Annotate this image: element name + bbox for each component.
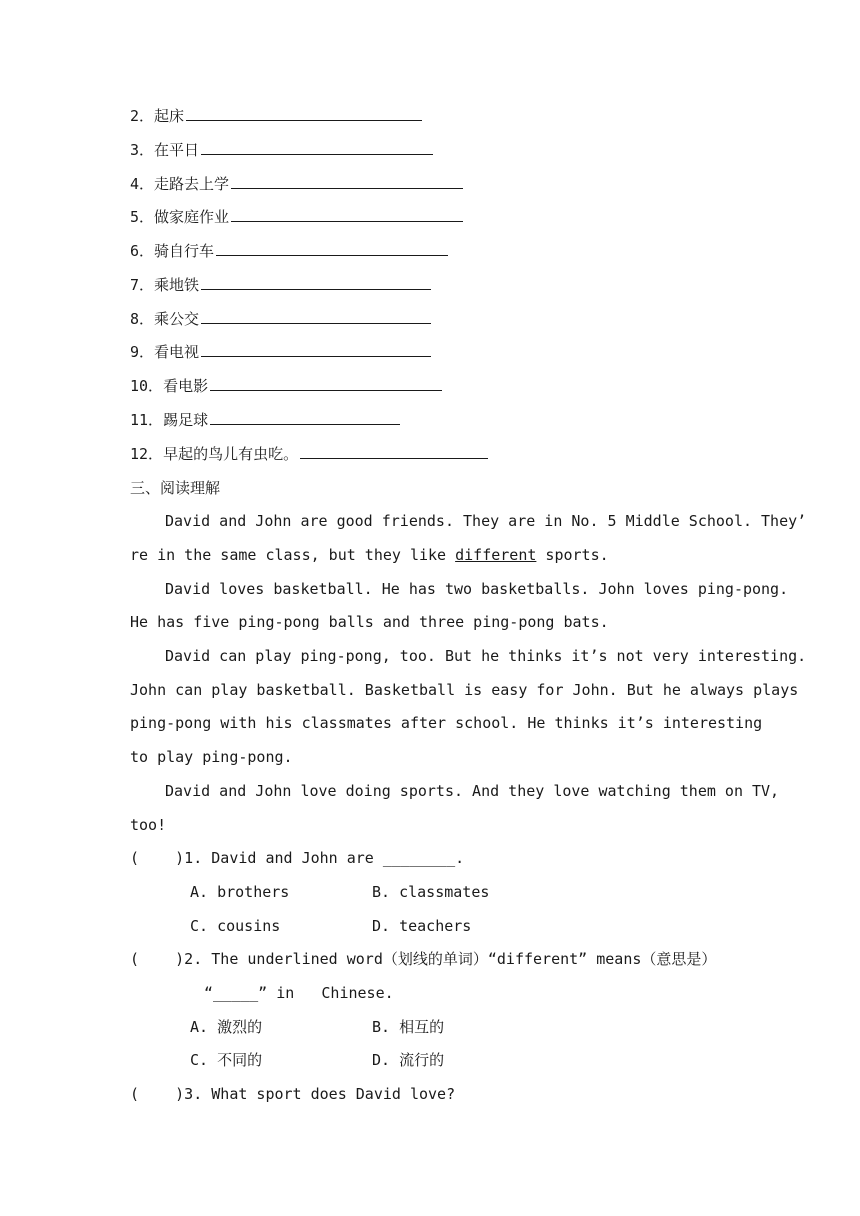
vocab-item	[130, 205, 463, 229]
vocab-text: 乘地铁	[154, 276, 200, 294]
passage-line: David loves basketball. He has two basketballs. John loves ping-pong.	[165, 580, 789, 598]
vocab-item	[130, 307, 431, 331]
question-stem: ( )3. What sport does David love?	[130, 1085, 456, 1103]
vocab-text: 走路去上学	[154, 175, 230, 193]
vocab-item	[130, 442, 488, 466]
answer-blank[interactable]	[201, 273, 431, 290]
passage-line: David and John are good friends. They are in No. 5 Middle School. They’	[165, 512, 807, 530]
underlined-word: different	[455, 546, 537, 564]
passage-line: David and John love doing sports. And they love watching them on TV,	[165, 782, 780, 800]
option-a[interactable]: A. brothers	[190, 883, 290, 901]
vocab-text: 看电视	[154, 343, 200, 361]
answer-blank[interactable]	[201, 307, 431, 324]
vocab-item	[130, 408, 400, 432]
vocab-text: 做家庭作业	[154, 208, 230, 226]
vocab-text: 看电影	[163, 377, 209, 395]
section-title: 三、阅读理解	[130, 479, 221, 497]
vocab-text: 在平日	[154, 141, 200, 159]
answer-blank[interactable]	[201, 138, 433, 155]
vocab-item	[130, 138, 433, 162]
option-a[interactable]: A. 激烈的	[190, 1018, 263, 1036]
vocab-text: 早起的鸟儿有虫吃。	[163, 445, 299, 463]
passage-text: re in the same class, but they like	[130, 546, 456, 564]
answer-blank[interactable]	[201, 340, 431, 357]
vocab-number: 4．	[130, 175, 155, 193]
vocab-text: 起床	[154, 107, 185, 125]
answer-blank[interactable]	[210, 408, 400, 425]
vocab-number: 2．	[130, 107, 155, 125]
passage-line: John can play basketball. Basketball is easy for John. But he always plays	[130, 681, 799, 699]
passage-line: David can play ping-pong, too. But he thinks it’s not very interesting.	[165, 647, 807, 665]
answer-blank[interactable]	[231, 172, 463, 189]
vocab-item	[130, 340, 431, 364]
vocab-number: 7．	[130, 276, 155, 294]
vocab-item	[130, 273, 431, 297]
vocab-text: 乘公交	[154, 310, 200, 328]
vocab-number: 10．	[130, 377, 164, 395]
vocab-number: 5．	[130, 208, 155, 226]
question-stem: ( )1. David and John are ________.	[130, 849, 465, 867]
answer-blank[interactable]	[231, 205, 463, 222]
question-stem-continuation: “_____” in Chinese.	[204, 984, 394, 1002]
answer-blank[interactable]	[300, 442, 488, 459]
answer-blank[interactable]	[210, 374, 442, 391]
answer-blank[interactable]	[186, 104, 422, 121]
vocab-item	[130, 104, 422, 128]
vocab-number: 8．	[130, 310, 155, 328]
vocab-item	[130, 172, 463, 196]
answer-blank[interactable]	[216, 239, 448, 256]
option-b[interactable]: B. 相互的	[372, 1018, 445, 1036]
passage-line: too!	[130, 816, 167, 834]
option-d[interactable]: D. teachers	[372, 917, 472, 935]
vocab-text: 踢足球	[163, 411, 209, 429]
option-b[interactable]: B. classmates	[372, 883, 490, 901]
passage-line	[130, 543, 730, 567]
vocab-number: 3．	[130, 141, 155, 159]
passage-line: He has five ping-pong balls and three ping-pong bats.	[130, 613, 609, 631]
passage-line: to play ping-pong.	[130, 748, 293, 766]
option-c[interactable]: C. cousins	[190, 917, 281, 935]
question-stem: ( )2. The underlined word（划线的单词）“different” means（意思是）	[130, 950, 717, 968]
option-d[interactable]: D. 流行的	[372, 1051, 445, 1069]
vocab-number: 9．	[130, 343, 155, 361]
vocab-number: 11．	[130, 411, 164, 429]
vocab-text: 骑自行车	[154, 242, 215, 260]
vocab-number: 6．	[130, 242, 155, 260]
passage-line: ping-pong with his classmates after school. He thinks it’s interesting	[130, 714, 763, 732]
vocab-item	[130, 374, 442, 398]
vocab-item	[130, 239, 448, 263]
passage-text: sports.	[536, 546, 609, 564]
vocab-number: 12．	[130, 445, 164, 463]
option-c[interactable]: C. 不同的	[190, 1051, 263, 1069]
